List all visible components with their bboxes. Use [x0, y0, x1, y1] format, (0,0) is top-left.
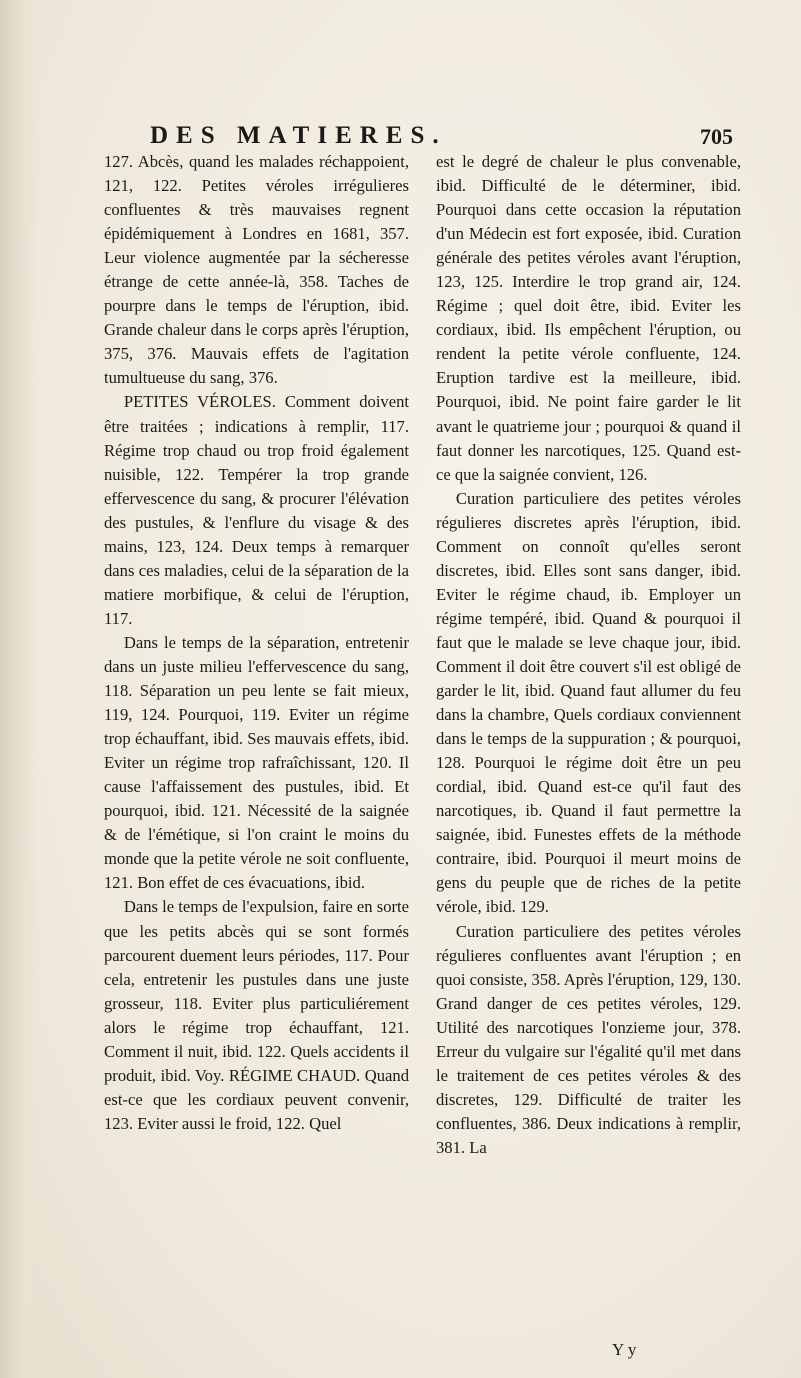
- running-title: DES MATIERES.: [150, 122, 447, 149]
- right-column: [436, 150, 741, 1160]
- page-number: 705: [700, 124, 733, 149]
- index-entry: Curation particuliere des petites véroles régulieres discretes après l'éruption, ibid. Comment on connoît qu'elles seront discretes, ibid. Elles sont sans danger, ibid. Eviter le régime chaud, ib. Employer un régime tempéré, ibid. Quand & pourquoi il faut que le malade se leve chaque jour, ibid. Comment il doit être couvert s'il est obligé de garder le lit, ibid. Quand faut allumer du feu dans la chambre, Quels cordiaux conviennent dans le temps de la suppuration ; & pourquoi, 128. Pourquoi le régime doit être un peu cordial, ibid. Quand est-ce qu'il faut des narcotiques, ib. Quand il faut permettre la saignée, ibid. Funestes effets de la méthode contraire, ibid. Pourquoi il meurt moins de gens du peuple que de riches de la petite vérole, ibid. 129.: [436, 488, 741, 917]
- index-entry: Dans le temps de la séparation, entretenir dans un juste milieu l'effervescence du sang, 118. Séparation un peu lente se fait mieux, 119, 124. Pourquoi, 119. Eviter un régime trop échauffant, ibid. Ses mauvais effets, ibid. Eviter un régime trop rafraîchissant, 120. Il cause l'affaissement des pustules, ibid. Et pourquoi, ibid. 121. Nécessité de la saignée & de l'émétique, si l'on craint le moins du monde que la petite vérole ne soit confluente, 121. Bon effet de ces évacuations, ibid.: [104, 632, 409, 893]
- index-entry: est le degré de chaleur le plus convenable, ibid. Difficulté de le déterminer, ibid. Pourquoi dans cette occasion la réputation d'un Médecin est fort exposée, ibid. Curation générale des petites véroles avant l'éruption, 123, 125. Interdire le trop grand air, 124. Régime ; quel doit être, ibid. Eviter les cordiaux, ibid. Ils empêchent l'éruption, ou rendent la petite vérole confluente, 124. Eruption tardive est la meilleure, ibid. Pourquoi, ibid. Ne point faire garder le lit avant le quatrieme jour ; pourquoi & quand il faut donner les narcotiques, 125. Quand est-ce que la saignée convient, 126.: [436, 152, 741, 484]
- index-entry: Curation particuliere des petites véroles régulieres confluentes avant l'éruption ; en quoi consiste, 358. Après l'éruption, 129, 130. Grand danger de ces petites véroles, 129. Utilité des narcotiques l'onzieme jour, 378. Erreur du vulgaire sur l'égalité qu'il met dans le traitement de ces petites véroles & des discretes, 129. Difficulté de traiter les confluentes, 386. Deux indications à remplir, 381. La: [436, 921, 741, 1157]
- page-gutter-shadow: [0, 0, 40, 1378]
- left-column: [104, 150, 409, 1136]
- signature-mark: Y y: [612, 1340, 637, 1359]
- index-entry: 127. Abcès, quand les malades réchappoient, 121, 122. Petites véroles irrégulieres confluentes & très mauvaises regnent épidémiquement à Londres en 1681, 357. Leur violence augmentée par la sécheresse étrange de cette année-là, 358. Taches de pourpre dans le temps de l'éruption, ibid. Grande chaleur dans le corps après l'éruption, 375, 376. Mauvais effets de l'agitation tumultueuse du sang, 376.: [104, 152, 409, 388]
- index-entry: Dans le temps de l'expulsion, faire en sorte que les petits abcès qui se sont formés parcourent duement leurs périodes, 117. Pour cela, entretenir les pustules dans une juste grosseur, 118. Eviter plus particuliérement alors le régime trop échauffant, 121. Comment il nuit, ibid. 122. Quels accidents il produit, ibid. Voy. RÉGIME CHAUD. Quand est-ce que les cordiaux peuvent convenir, 123. Eviter aussi le froid, 122. Quel: [104, 897, 409, 1133]
- index-entry: PETITES VÉROLES. Comment doivent être traitées ; indications à remplir, 117. Régime trop chaud ou trop froid également nuisible, 122. Tempérer la trop grande effervescence du sang, & procurer l'élévation des pustules, & l'enflure du visage & des mains, 123, 124. Deux temps à remarquer dans ces maladies, celui de la séparation de la matiere morbifique, & celui de l'éruption, 117.: [104, 392, 409, 628]
